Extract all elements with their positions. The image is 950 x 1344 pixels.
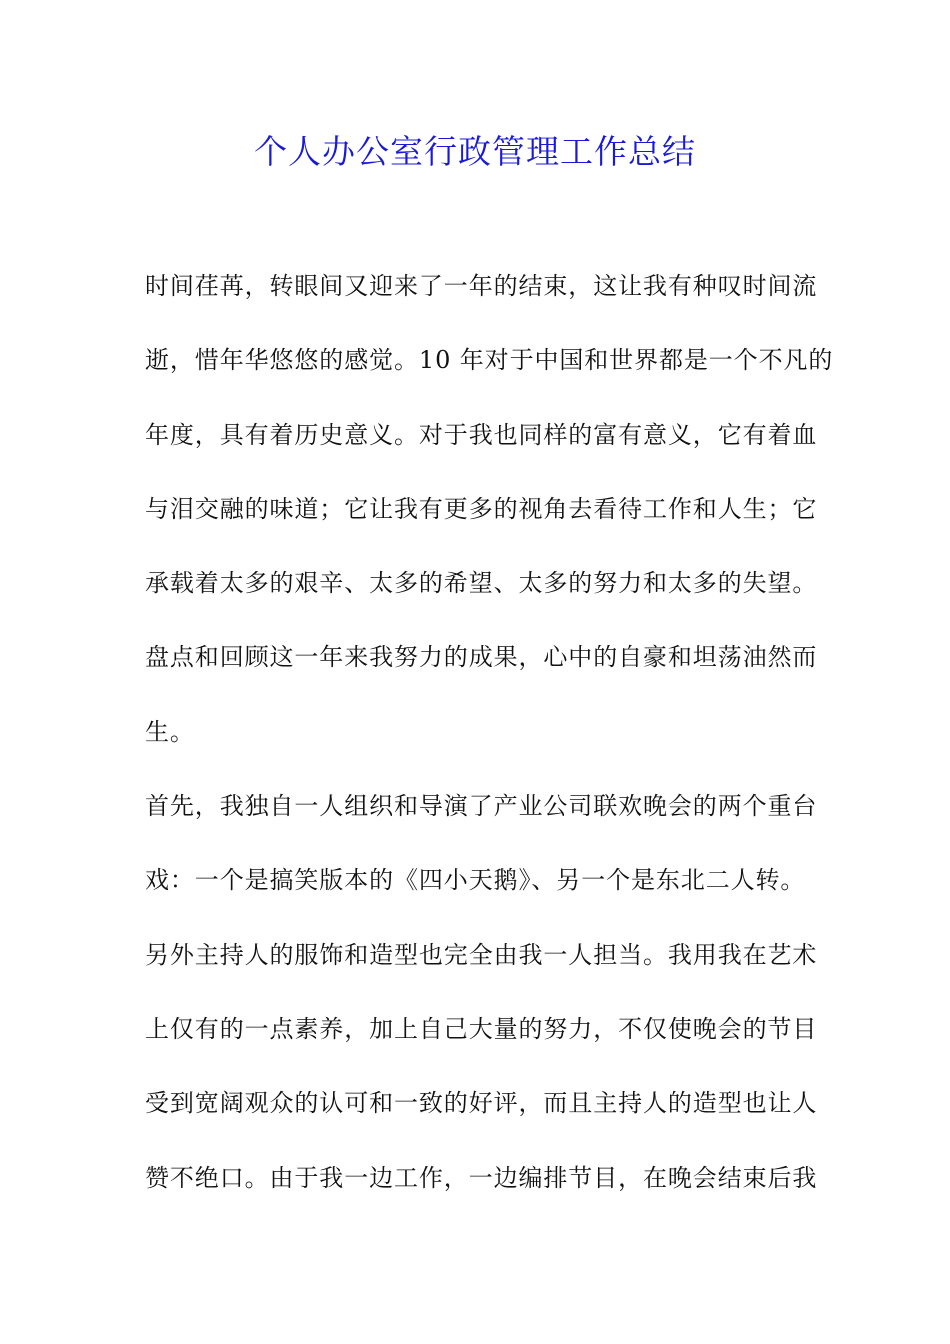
body-line: 受到宽阔观众的认可和一致的好评，而且主持人的造型也让人 (145, 1089, 818, 1118)
document-body (145, 262, 834, 1228)
body-line: 赞不绝口。由于我一边工作，一边编排节目，在晚会结束后我 (145, 1163, 818, 1192)
body-line: 时间荏苒，转眼间又迎来了一年的结束，这让我有种叹时间流 (145, 272, 818, 300)
body-line: 戏：一个是搞笑版本的《四小天鹅》、另一个是东北二人转。 (145, 866, 806, 895)
document-title: 个人办公室行政管理工作总结 (254, 132, 696, 171)
body-line: 年度，具有着历史意义。对于我也同样的富有意义，它有着血 (145, 420, 818, 449)
body-line: 上仅有的一点素养，加上自己大量的努力，不仅使晚会的节目 (145, 1014, 818, 1043)
body-line: 另外主持人的服饰和造型也完全由我一人担当。我用我在艺术 (145, 940, 818, 969)
body-line: 盘点和回顾这一年来我努力的成果，心中的自豪和坦荡油然而 (145, 643, 818, 672)
body-line: 与泪交融的味道；它让我有更多的视角去看待工作和人生；它 (145, 494, 818, 523)
body-line: 逝，惜年华悠悠的感觉。10 年对于中国和世界都是一个不凡的 (145, 346, 834, 375)
body-line: 承载着太多的艰辛、太多的希望、太多的努力和太多的失望。 (145, 569, 818, 598)
body-line: 首先，我独自一人组织和导演了产业公司联欢晚会的两个重台 (145, 792, 818, 821)
body-line: 生。 (145, 717, 195, 746)
